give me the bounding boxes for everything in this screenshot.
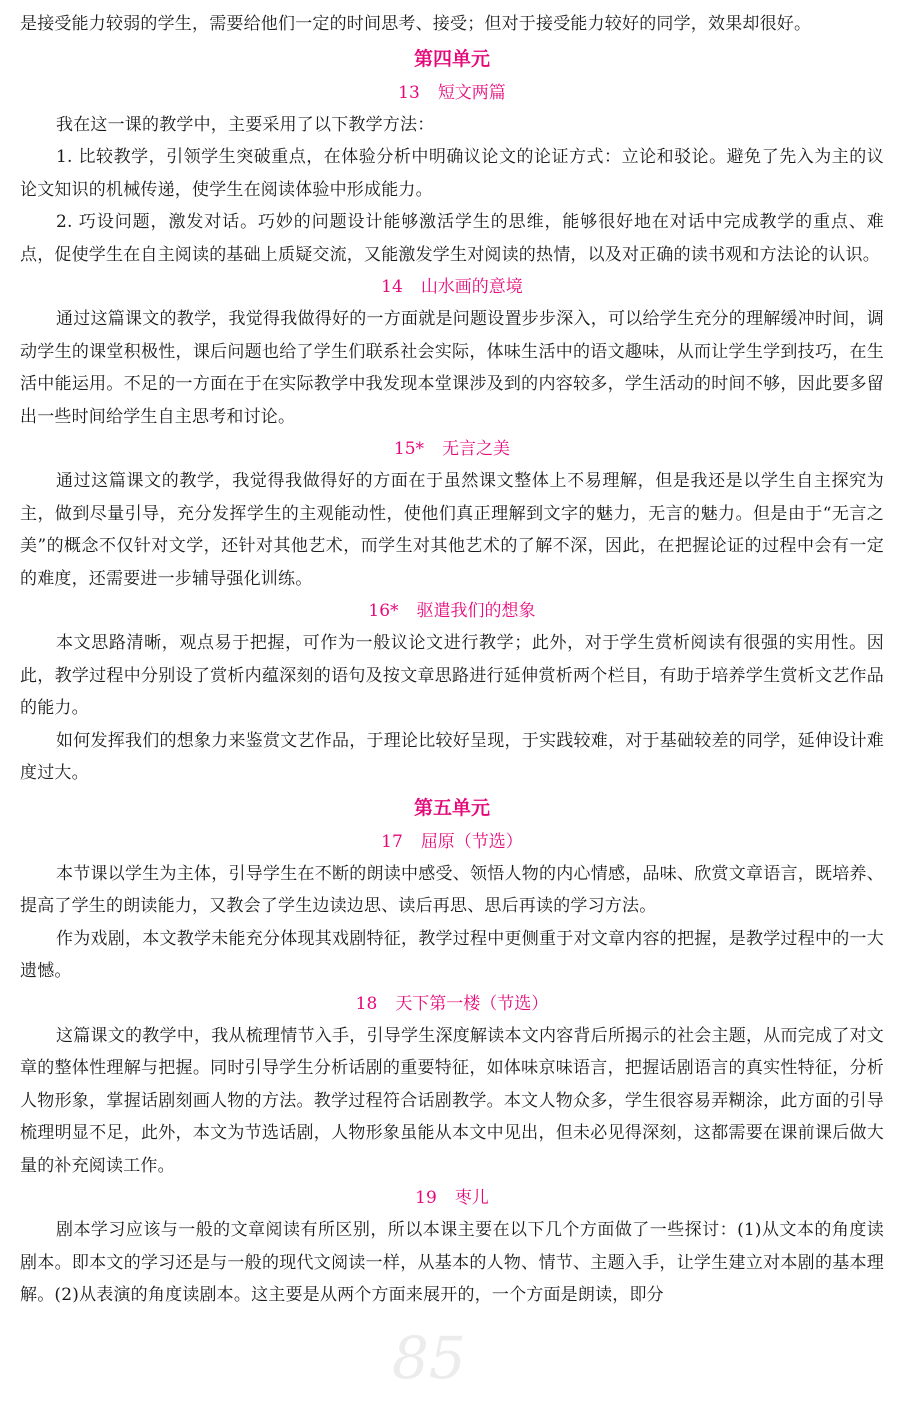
lesson-heading-14	[20, 271, 884, 303]
lesson-heading-16	[20, 595, 884, 627]
unit-heading-5: 第五单元	[413, 796, 490, 819]
paragraph: 本节课以学生为主体，引导学生在不断的朗读中感受、领悟人物的内心情感，品味、欣赏文章语言，既培养、提高了学生的朗读能力，又教会了学生边读边思、读后再思、思后再读的学习方法。	[20, 863, 884, 916]
lesson-number: 17	[381, 831, 403, 852]
page-number: 85	[392, 1324, 466, 1392]
lesson-heading-18	[20, 988, 884, 1020]
page-content	[20, 8, 884, 1312]
lesson-title: 驱遣我们的想象	[416, 601, 536, 621]
paragraph: 本文思路清晰，观点易于把握，可作为一般议论文进行教学；此外，对于学生赏析阅读有很强的实用性。因此，教学过程中分别设了赏析内蕴深刻的语句及按文章思路进行延伸赏析两个栏目，有助于培养学生赏析文艺作品的能力。	[20, 633, 884, 718]
lesson-heading-15	[20, 433, 884, 465]
paragraph: 我在这一课的教学中，主要采用了以下教学方法：	[56, 114, 435, 135]
lesson-number: 16*	[368, 601, 399, 621]
lesson-heading-17	[20, 826, 884, 858]
lesson-title: 无言之美	[442, 439, 511, 459]
lesson-title: 山水画的意境	[420, 277, 523, 297]
paragraph: 2. 巧设问题，激发对话。巧妙的问题设计能够激活学生的思维，能够很好地在对话中完成教学的重点、难点，促使学生在自主阅读的基础上质疑交流，又能激发学生对阅读的热情，以及对正确的读书观和方法论的认识。	[20, 212, 884, 265]
paragraph: 这篇课文的教学中，我从梳理情节入手，引导学生深度解读本文内容背后所揭示的社会主题，从而完成了对文章的整体性理解与把握。同时引导学生分析话剧的重要特征，如体味京味语言，把握话剧语言的真实性特征，分析人物形象，掌握话剧刻画人物的方法。教学过程符合话剧教学。本文人物众多，学生很容易弄糊涂，此方面的引导梳理明显不足，此外，本文为节选话剧，人物形象虽能从本文中见出，但未必见得深刻，这都需要在课前课后做大量的补充阅读工作。	[20, 1025, 884, 1176]
lesson-heading-13	[20, 77, 884, 109]
paragraph: 通过这篇课文的教学，我觉得我做得好的方面在于虽然课文整体上不易理解，但是我还是以学生自主探究为主，做到尽量引导，充分发挥学生的主观能动性，使他们真正理解到文字的魅力，无言的魅力。但是由于“无言之美”的概念不仅针对文学，还针对其他艺术，而学生对其他艺术的了解不深，因此，在把握论证的过程中会有一定的难度，还需要进一步辅导强化训练。	[20, 471, 884, 589]
unit-heading-4: 第四单元	[413, 47, 490, 70]
paragraph: 如何发挥我们的想象力来鉴赏文艺作品，于理论比较好呈现，于实践较难，对于基础较差的同学，延伸设计难度过大。	[20, 730, 884, 783]
lesson-number: 18	[355, 993, 378, 1014]
lesson-title: 天下第一楼（节选）	[395, 993, 549, 1014]
paragraph: 作为戏剧，本文教学未能充分体现其戏剧特征，教学过程中更侧重于对文章内容的把握，是教学过程中的一大遗憾。	[20, 928, 884, 981]
paragraph: 1. 比较教学，引领学生突破重点，在体验分析中明确议论文的论证方式：立论和驳论。避免了先入为主的议论文知识的机械传递，使学生在阅读体验中形成能力。	[20, 147, 884, 200]
continuation-paragraph: 是接受能力较弱的学生，需要给他们一定的时间思考、接受；但对于接受能力较好的同学，效果却很好。	[20, 14, 812, 34]
paragraph: 剧本学习应该与一般的文章阅读有所区别，所以本课主要在以下几个方面做了一些探讨：(1)从文本的角度读剧本。即本文的学习还是与一般的现代文阅读一样，从基本的人物、情节、主题入手，让学生建立对本剧的基本理解。(2)从表演的角度读剧本。这主要是从两个方面来展开的，一个方面是朗读，即分	[20, 1220, 884, 1305]
lesson-number: 14	[381, 277, 403, 297]
lesson-number: 13	[398, 82, 420, 103]
lesson-heading-19	[20, 1182, 884, 1214]
lesson-title: 短文两篇	[437, 82, 506, 103]
paragraph: 通过这篇课文的教学，我觉得我做得好的一方面就是问题设置步步深入，可以给学生充分的理解缓冲时间，调动学生的课堂积极性，课后问题也给了学生们联系社会实际，体味生活中的语文趣味，从而让学生学到技巧，在生活中能运用。不足的一方面在于在实际教学中我发现本堂课涉及到的内容较多，学生活动的时间不够，因此要多留出一些时间给学生自主思考和讨论。	[20, 309, 884, 427]
lesson-number: 15*	[393, 439, 425, 459]
lesson-title: 屈原（节选）	[420, 831, 523, 852]
lesson-title: 枣儿	[454, 1188, 489, 1208]
lesson-number: 19	[415, 1188, 437, 1208]
